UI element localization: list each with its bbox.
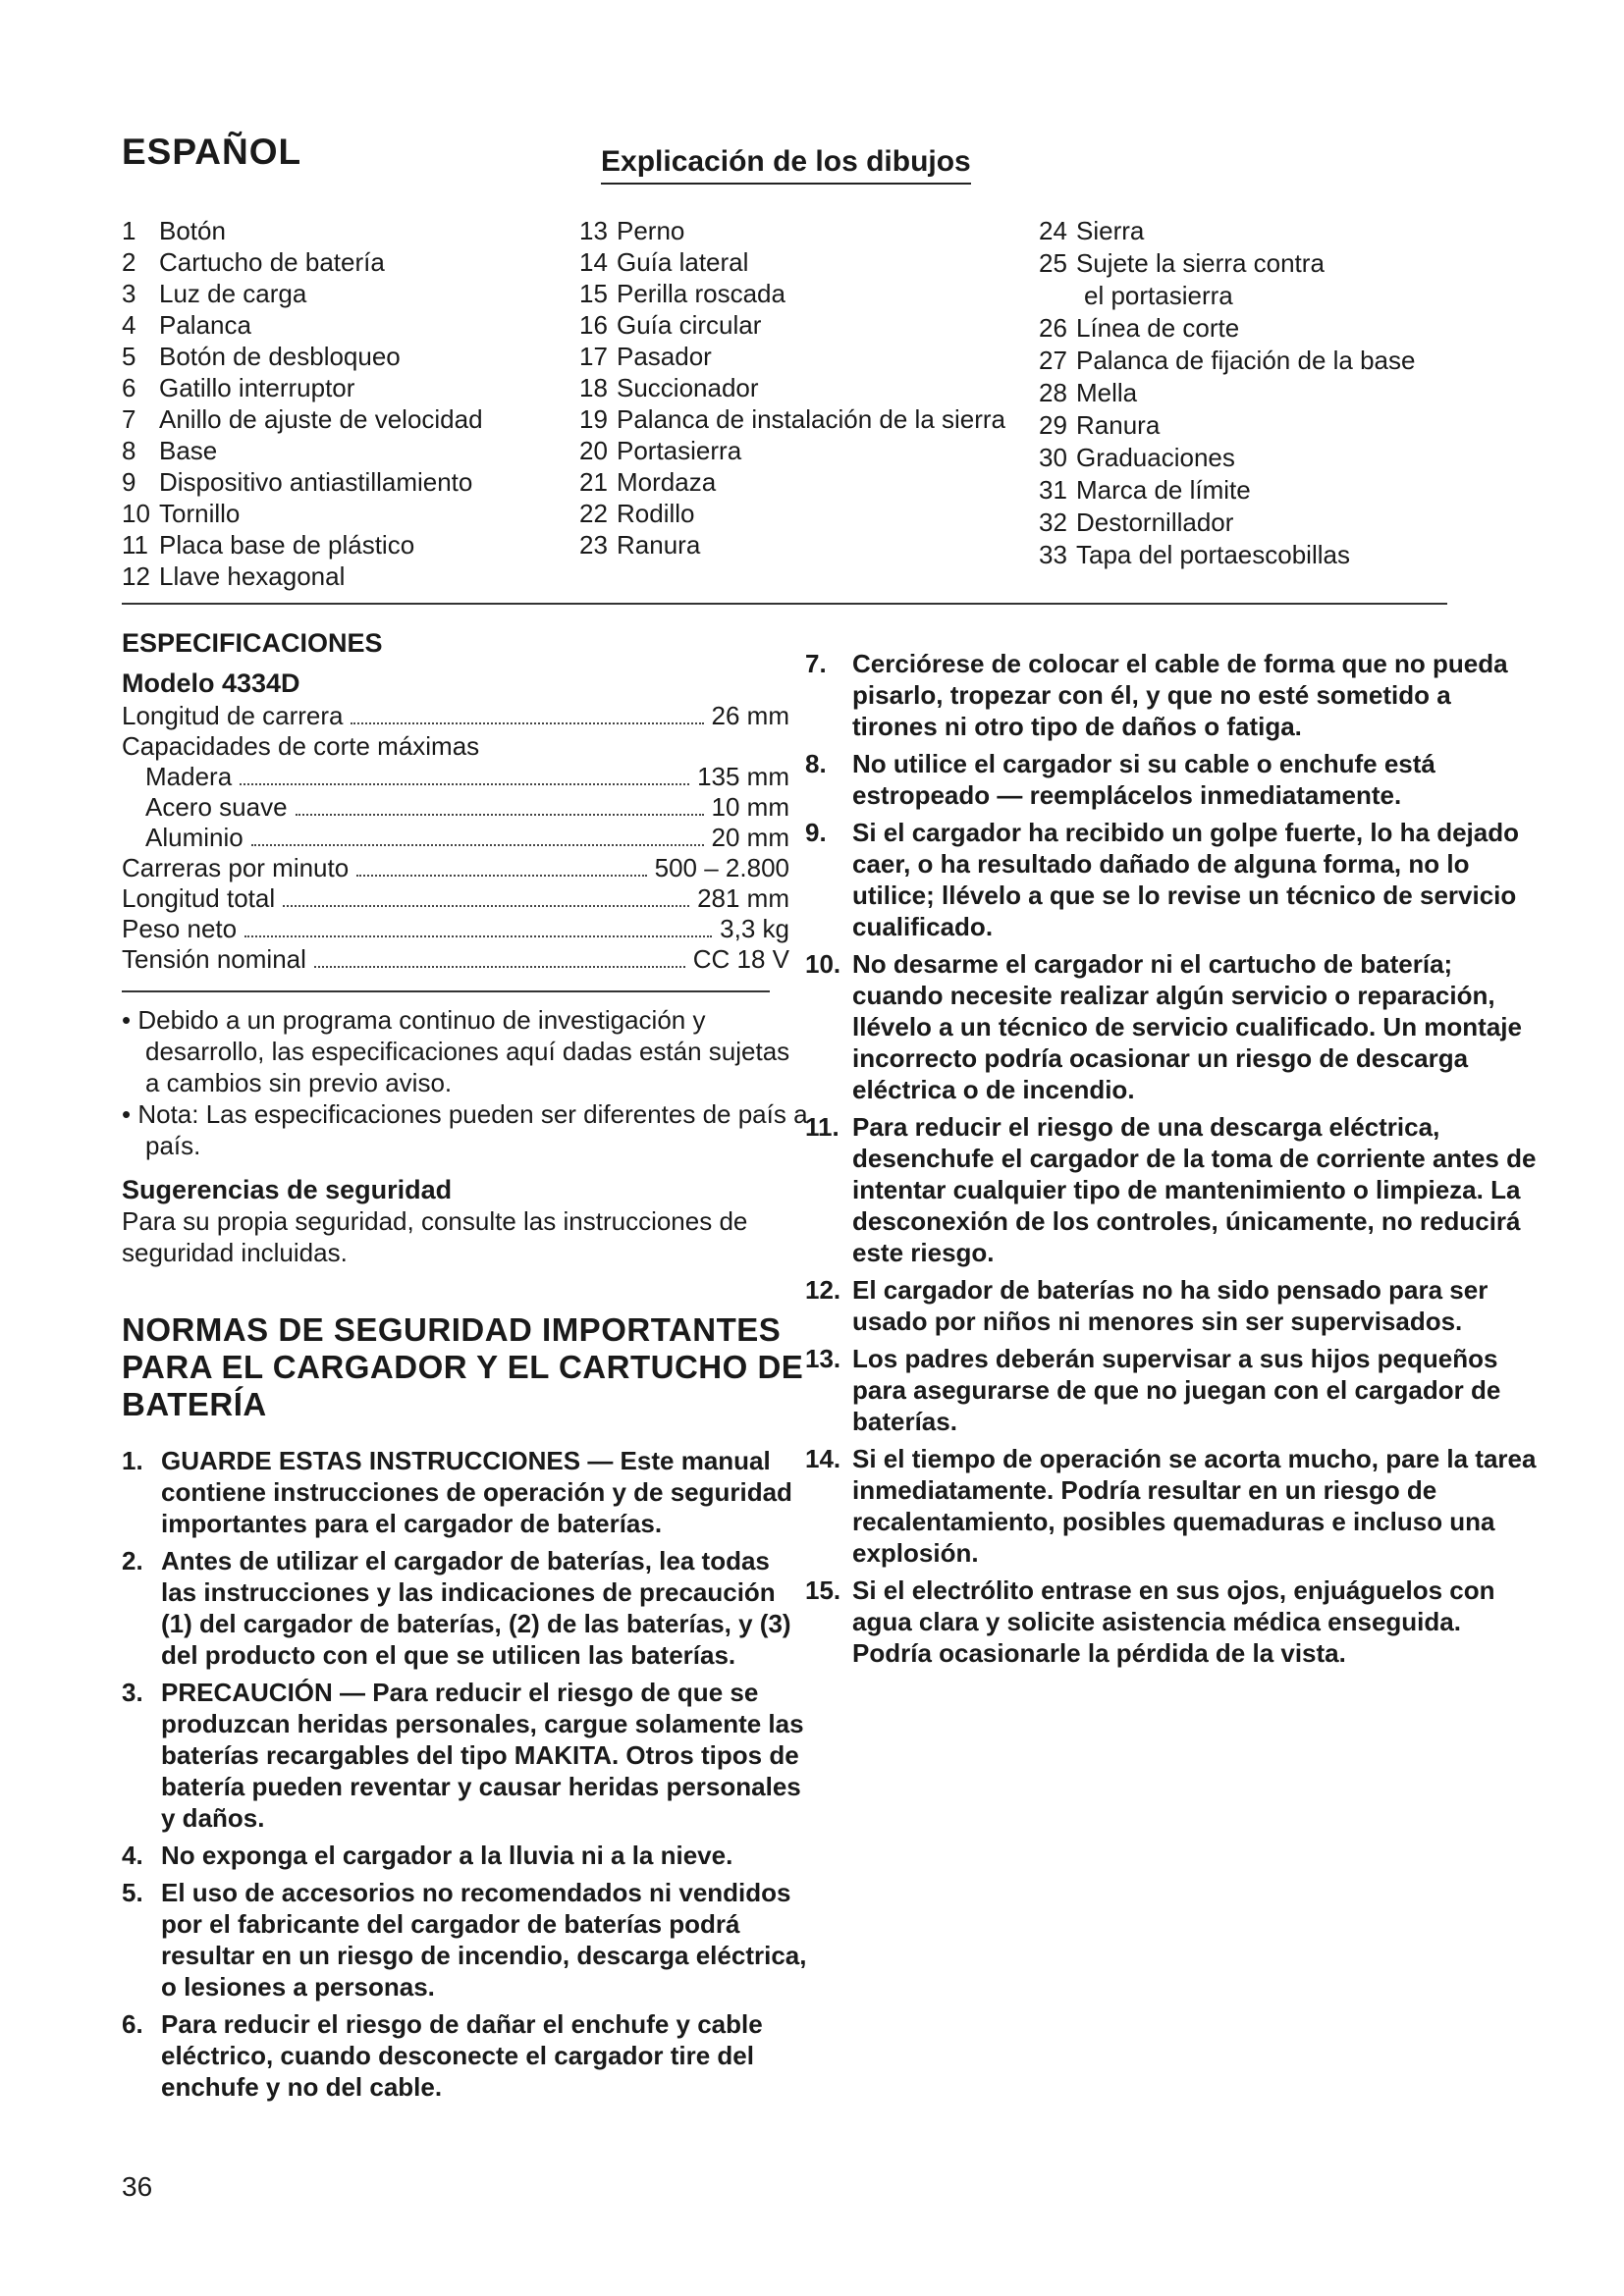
rule-number: 1. bbox=[122, 1446, 143, 1475]
rule-item bbox=[122, 1877, 809, 2002]
legend-item bbox=[579, 403, 1011, 435]
legend-label: Mella bbox=[1076, 378, 1138, 407]
rule-text: El uso de accesorios no recomendados ni vendidos por el fabricante del cargador de baterías podrá resultar en un riesgo de incendio, descarga eléctrica, o lesiones a personas. bbox=[161, 1878, 807, 2002]
legend-number: 10 bbox=[122, 499, 150, 528]
rule-item bbox=[122, 1677, 809, 1834]
legend-label: Tornillo bbox=[159, 499, 241, 528]
legend-label: Rodillo bbox=[617, 499, 695, 528]
legend-number: 2 bbox=[122, 247, 136, 277]
spec-value: CC 18 V bbox=[692, 944, 789, 974]
page-number: 36 bbox=[122, 2171, 153, 2202]
legend-number: 9 bbox=[122, 467, 136, 497]
legend-item bbox=[1039, 215, 1510, 247]
legend-label: el portasierra bbox=[1084, 281, 1233, 310]
rule-number: 6. bbox=[122, 2009, 143, 2039]
legend-number: 7 bbox=[122, 404, 136, 434]
legend-label: Pasador bbox=[617, 342, 712, 371]
legend-number: 19 bbox=[579, 404, 608, 434]
rule-item bbox=[805, 1111, 1542, 1268]
spec-label: Acero suave bbox=[145, 792, 288, 822]
rule-text: Para reducir el riesgo de una descarga eléctrica, desenchufe el cargador de la toma de corriente antes de intentar cualquier tipo de mantenimiento o limpieza. La desconexión de los controles, únicamente, no reducirá este riesgo. bbox=[852, 1112, 1537, 1267]
spec-row bbox=[122, 731, 789, 762]
legend-number: 24 bbox=[1039, 216, 1067, 245]
spec-value: 500 – 2.800 bbox=[654, 853, 789, 882]
spec-value: 135 mm bbox=[697, 762, 789, 791]
legend-column-1 bbox=[122, 215, 554, 592]
spec-value: 26 mm bbox=[711, 701, 789, 730]
legend-number: 23 bbox=[579, 530, 608, 560]
section-divider bbox=[122, 603, 1447, 605]
safety-tips-text: Para su propia seguridad, consulte las instrucciones de seguridad incluidas. bbox=[122, 1206, 748, 1267]
rule-text: Si el electrólito entrase en sus ojos, enjuáguelos con agua clara y solicite asistencia médica enseguida. Podría ocasionarle la pérdida de la vista. bbox=[852, 1575, 1495, 1668]
spec-note: • Debido a un programa continuo de investigación y desarrollo, las especificaciones aquí dadas están sujetas a cambios sin previo aviso. bbox=[122, 1005, 790, 1097]
legend-number: 20 bbox=[579, 436, 608, 465]
legend-label: Cartucho de batería bbox=[159, 247, 385, 277]
rule-text: Si el tiempo de operación se acorta mucho, pare la tarea inmediatamente. Podría resultar en un riesgo de recalentamiento, posibles quemaduras e incluso una explosión. bbox=[852, 1444, 1537, 1568]
spec-label: Peso neto bbox=[122, 914, 238, 943]
legend-number: 17 bbox=[579, 342, 608, 371]
legend-number: 6 bbox=[122, 373, 136, 402]
spec-value: 281 mm bbox=[697, 883, 789, 913]
rule-number: 8. bbox=[805, 749, 827, 778]
spec-label: Aluminio bbox=[145, 823, 244, 852]
model-name: Modelo 4334D bbox=[122, 668, 300, 698]
legend-item bbox=[1039, 507, 1510, 539]
rule-item bbox=[805, 1575, 1542, 1669]
rule-number: 4. bbox=[122, 1841, 143, 1870]
spec-row bbox=[122, 914, 789, 944]
legend-item bbox=[122, 561, 554, 592]
legend-item bbox=[122, 309, 554, 341]
rule-number: 3. bbox=[122, 1678, 143, 1707]
legend-number: 18 bbox=[579, 373, 608, 402]
legend-label: Succionador bbox=[617, 373, 759, 402]
legend-number: 22 bbox=[579, 499, 608, 528]
legend-label: Destornillador bbox=[1076, 507, 1234, 537]
safety-rules-heading: NORMAS DE SEGURIDAD IMPORTANTES PARA EL CARGADOR Y EL CARTUCHO DE BATERÍA bbox=[122, 1311, 804, 1422]
legend-item bbox=[579, 435, 1011, 466]
rule-number: 13. bbox=[805, 1344, 841, 1373]
legend-number: 11 bbox=[122, 530, 148, 560]
legend-item bbox=[579, 215, 1011, 246]
legend-label: Dispositivo antiastillamiento bbox=[159, 467, 473, 497]
legend-number: 28 bbox=[1039, 378, 1067, 407]
spec-label: Carreras por minuto bbox=[122, 853, 350, 882]
spec-value: 3,3 kg bbox=[720, 914, 789, 943]
legend-item bbox=[122, 246, 554, 278]
spec-row bbox=[122, 944, 789, 975]
rule-item bbox=[805, 648, 1542, 742]
legend-item bbox=[579, 341, 1011, 372]
rule-text: Si el cargador ha recibido un golpe fuerte, lo ha dejado caer, o ha resultado dañado de alguna forma, no lo utilice; llévelo a que se lo revise un técnico de servicio cualificado. bbox=[852, 818, 1520, 941]
legend-number: 21 bbox=[579, 467, 608, 497]
rule-text: Para reducir el riesgo de dañar el enchufe y cable eléctrico, cuando desconecte el cargador tire del enchufe y no del cable. bbox=[161, 2009, 763, 2102]
legend-item bbox=[1039, 539, 1510, 571]
rule-number: 5. bbox=[122, 1878, 143, 1907]
legend-item bbox=[122, 529, 554, 561]
spec-divider bbox=[122, 990, 770, 992]
legend-number: 1 bbox=[122, 216, 136, 245]
rule-item bbox=[805, 1274, 1542, 1337]
legend-number: 32 bbox=[1039, 507, 1067, 537]
legend-item bbox=[122, 372, 554, 403]
spec-row bbox=[122, 883, 789, 914]
legend-label: Marca de límite bbox=[1076, 475, 1251, 505]
legend-label: Anillo de ajuste de velocidad bbox=[159, 404, 483, 434]
legend-number: 30 bbox=[1039, 443, 1067, 472]
rule-text: Antes de utilizar el cargador de baterías, lea todas las instrucciones y las indicaciones de precaución (1) del cargador de baterías, (2) de las baterías, y (3) del producto con el que se utilicen las baterías. bbox=[161, 1546, 791, 1670]
legend-number: 25 bbox=[1039, 248, 1067, 278]
legend-label: Palanca de instalación de la sierra bbox=[617, 404, 1006, 434]
rule-item bbox=[122, 1840, 809, 1871]
left-column bbox=[122, 628, 809, 2109]
spec-row bbox=[122, 701, 789, 731]
rule-number: 14. bbox=[805, 1444, 841, 1473]
rule-text: GUARDE ESTAS INSTRUCCIONES — Este manual contiene instrucciones de operación y de seguridad importantes para el cargador de baterías. bbox=[161, 1446, 792, 1538]
legend-item bbox=[122, 278, 554, 309]
spec-row bbox=[122, 823, 789, 853]
legend-label: Guía circular bbox=[617, 310, 762, 340]
rule-text: No utilice el cargador si su cable o enchufe está estropeado — reemplácelos inmediatamente. bbox=[852, 749, 1435, 810]
legend-label: Botón bbox=[159, 216, 226, 245]
legend-item bbox=[1039, 312, 1510, 345]
legend-item bbox=[1039, 377, 1510, 409]
explanation-title: Explicación de los dibujos bbox=[601, 145, 971, 185]
spec-value: 10 mm bbox=[711, 792, 789, 822]
spec-row bbox=[122, 853, 789, 883]
legend-number: 29 bbox=[1039, 410, 1067, 440]
safety-tips-heading: Sugerencias de seguridad bbox=[122, 1175, 453, 1204]
legend-item bbox=[579, 246, 1011, 278]
legend-label: Luz de carga bbox=[159, 279, 307, 308]
legend-item bbox=[122, 466, 554, 498]
legend-label: Sujete la sierra contra bbox=[1076, 248, 1325, 278]
legend-item bbox=[579, 529, 1011, 561]
spec-row bbox=[122, 762, 789, 792]
spec-label: Tensión nominal bbox=[122, 944, 306, 974]
specifications-heading: ESPECIFICACIONES bbox=[122, 628, 383, 658]
legend-item bbox=[579, 372, 1011, 403]
rule-item bbox=[122, 1445, 809, 1539]
legend-item bbox=[579, 309, 1011, 341]
rule-number: 10. bbox=[805, 949, 841, 979]
legend-number: 15 bbox=[579, 279, 608, 308]
legend-item bbox=[579, 466, 1011, 498]
rule-text: No exponga el cargador a la lluvia ni a la nieve. bbox=[161, 1841, 733, 1870]
legend-item bbox=[1039, 474, 1510, 507]
legend-label: Guía lateral bbox=[617, 247, 749, 277]
spec-row bbox=[122, 792, 789, 823]
language-title: ESPAÑOL bbox=[122, 132, 302, 172]
rule-number: 12. bbox=[805, 1275, 841, 1305]
rule-item bbox=[805, 817, 1542, 942]
spec-label: Longitud total bbox=[122, 883, 276, 913]
legend-number: 3 bbox=[122, 279, 136, 308]
legend-number: 13 bbox=[579, 216, 608, 245]
legend-item bbox=[1039, 247, 1510, 280]
spec-label: Longitud de carrera bbox=[122, 701, 344, 730]
rule-number: 7. bbox=[805, 649, 827, 678]
legend-item bbox=[1039, 442, 1510, 474]
legend-number: 8 bbox=[122, 436, 136, 465]
legend-number: 16 bbox=[579, 310, 608, 340]
rule-item bbox=[805, 948, 1542, 1105]
legend-item bbox=[122, 215, 554, 246]
legend-label: Llave hexagonal bbox=[159, 561, 346, 591]
legend-label: Palanca de fijación de la base bbox=[1076, 346, 1416, 375]
legend-label: Botón de desbloqueo bbox=[159, 342, 401, 371]
legend-number: 4 bbox=[122, 310, 136, 340]
legend-label: Placa base de plástico bbox=[159, 530, 415, 560]
legend-column-2 bbox=[579, 215, 1011, 561]
spec-note: • Nota: Las especificaciones pueden ser diferentes de país a país. bbox=[122, 1099, 808, 1160]
legend-item bbox=[122, 498, 554, 529]
rule-item bbox=[805, 1443, 1542, 1569]
legend-label: Ranura bbox=[617, 530, 701, 560]
legend-label: Palanca bbox=[159, 310, 251, 340]
legend-label: Perno bbox=[617, 216, 685, 245]
rule-text: PRECAUCIÓN — Para reducir el riesgo de que se produzcan heridas personales, cargue solamente las baterías recargables del tipo MAKITA. Otros tipos de batería pueden reventar y causar heridas personales y daños. bbox=[161, 1678, 804, 1833]
legend-number: 31 bbox=[1039, 475, 1067, 505]
legend-column-3 bbox=[1039, 215, 1510, 571]
legend-item bbox=[579, 278, 1011, 309]
legend-number: 27 bbox=[1039, 346, 1067, 375]
spec-label: Capacidades de corte máximas bbox=[122, 731, 480, 761]
rule-text: Los padres deberán supervisar a sus hijos pequeños para asegurarse de que no juegan con el cargador de baterías. bbox=[852, 1344, 1501, 1436]
rule-number: 9. bbox=[805, 818, 827, 847]
spec-list bbox=[122, 701, 789, 975]
rule-number: 15. bbox=[805, 1575, 841, 1605]
rule-text: El cargador de baterías no ha sido pensado para ser usado por niños ni menores sin ser supervisados. bbox=[852, 1275, 1489, 1336]
rules-list-left bbox=[122, 1445, 809, 2103]
legend-item bbox=[122, 341, 554, 372]
rule-text: No desarme el cargador ni el cartucho de batería; cuando necesite realizar algún servicio o reparación, llévelo a un técnico de servicio cualificado. Un montaje incorrecto podría ocasionar un riesgo de descarga eléctrica o de incendio. bbox=[852, 949, 1522, 1104]
legend-number: 26 bbox=[1039, 313, 1067, 343]
legend-label: Sierra bbox=[1076, 216, 1145, 245]
legend-label: Mordaza bbox=[617, 467, 717, 497]
legend-number: 5 bbox=[122, 342, 136, 371]
rule-item bbox=[805, 748, 1542, 811]
legend-number: 33 bbox=[1039, 540, 1067, 569]
legend-label: Portasierra bbox=[617, 436, 742, 465]
legend-label: Línea de corte bbox=[1076, 313, 1240, 343]
legend-label: Graduaciones bbox=[1076, 443, 1235, 472]
legend-item bbox=[579, 498, 1011, 529]
rule-number: 11. bbox=[805, 1112, 839, 1142]
legend-item-continuation bbox=[1039, 280, 1510, 312]
spec-value: 20 mm bbox=[711, 823, 789, 852]
legend-label: Perilla roscada bbox=[617, 279, 785, 308]
rule-item bbox=[122, 1545, 809, 1671]
legend-item bbox=[122, 435, 554, 466]
spec-label: Madera bbox=[145, 762, 233, 791]
legend-label: Ranura bbox=[1076, 410, 1161, 440]
rule-text: Cerciórese de colocar el cable de forma que no pueda pisarlo, tropezar con él, y que no esté sometido a tirones ni otro tipo de daños o fatiga. bbox=[852, 649, 1508, 741]
rule-item bbox=[805, 1343, 1542, 1437]
legend-label: Gatillo interruptor bbox=[159, 373, 355, 402]
legend-label: Base bbox=[159, 436, 218, 465]
legend-number: 12 bbox=[122, 561, 150, 591]
rule-item bbox=[122, 2008, 809, 2103]
legend-item bbox=[122, 403, 554, 435]
right-column bbox=[805, 648, 1542, 1675]
legend-item bbox=[1039, 409, 1510, 442]
legend-label: Tapa del portaescobillas bbox=[1076, 540, 1350, 569]
legend-item bbox=[1039, 345, 1510, 377]
legend-number: 14 bbox=[579, 247, 608, 277]
rule-number: 2. bbox=[122, 1546, 143, 1575]
